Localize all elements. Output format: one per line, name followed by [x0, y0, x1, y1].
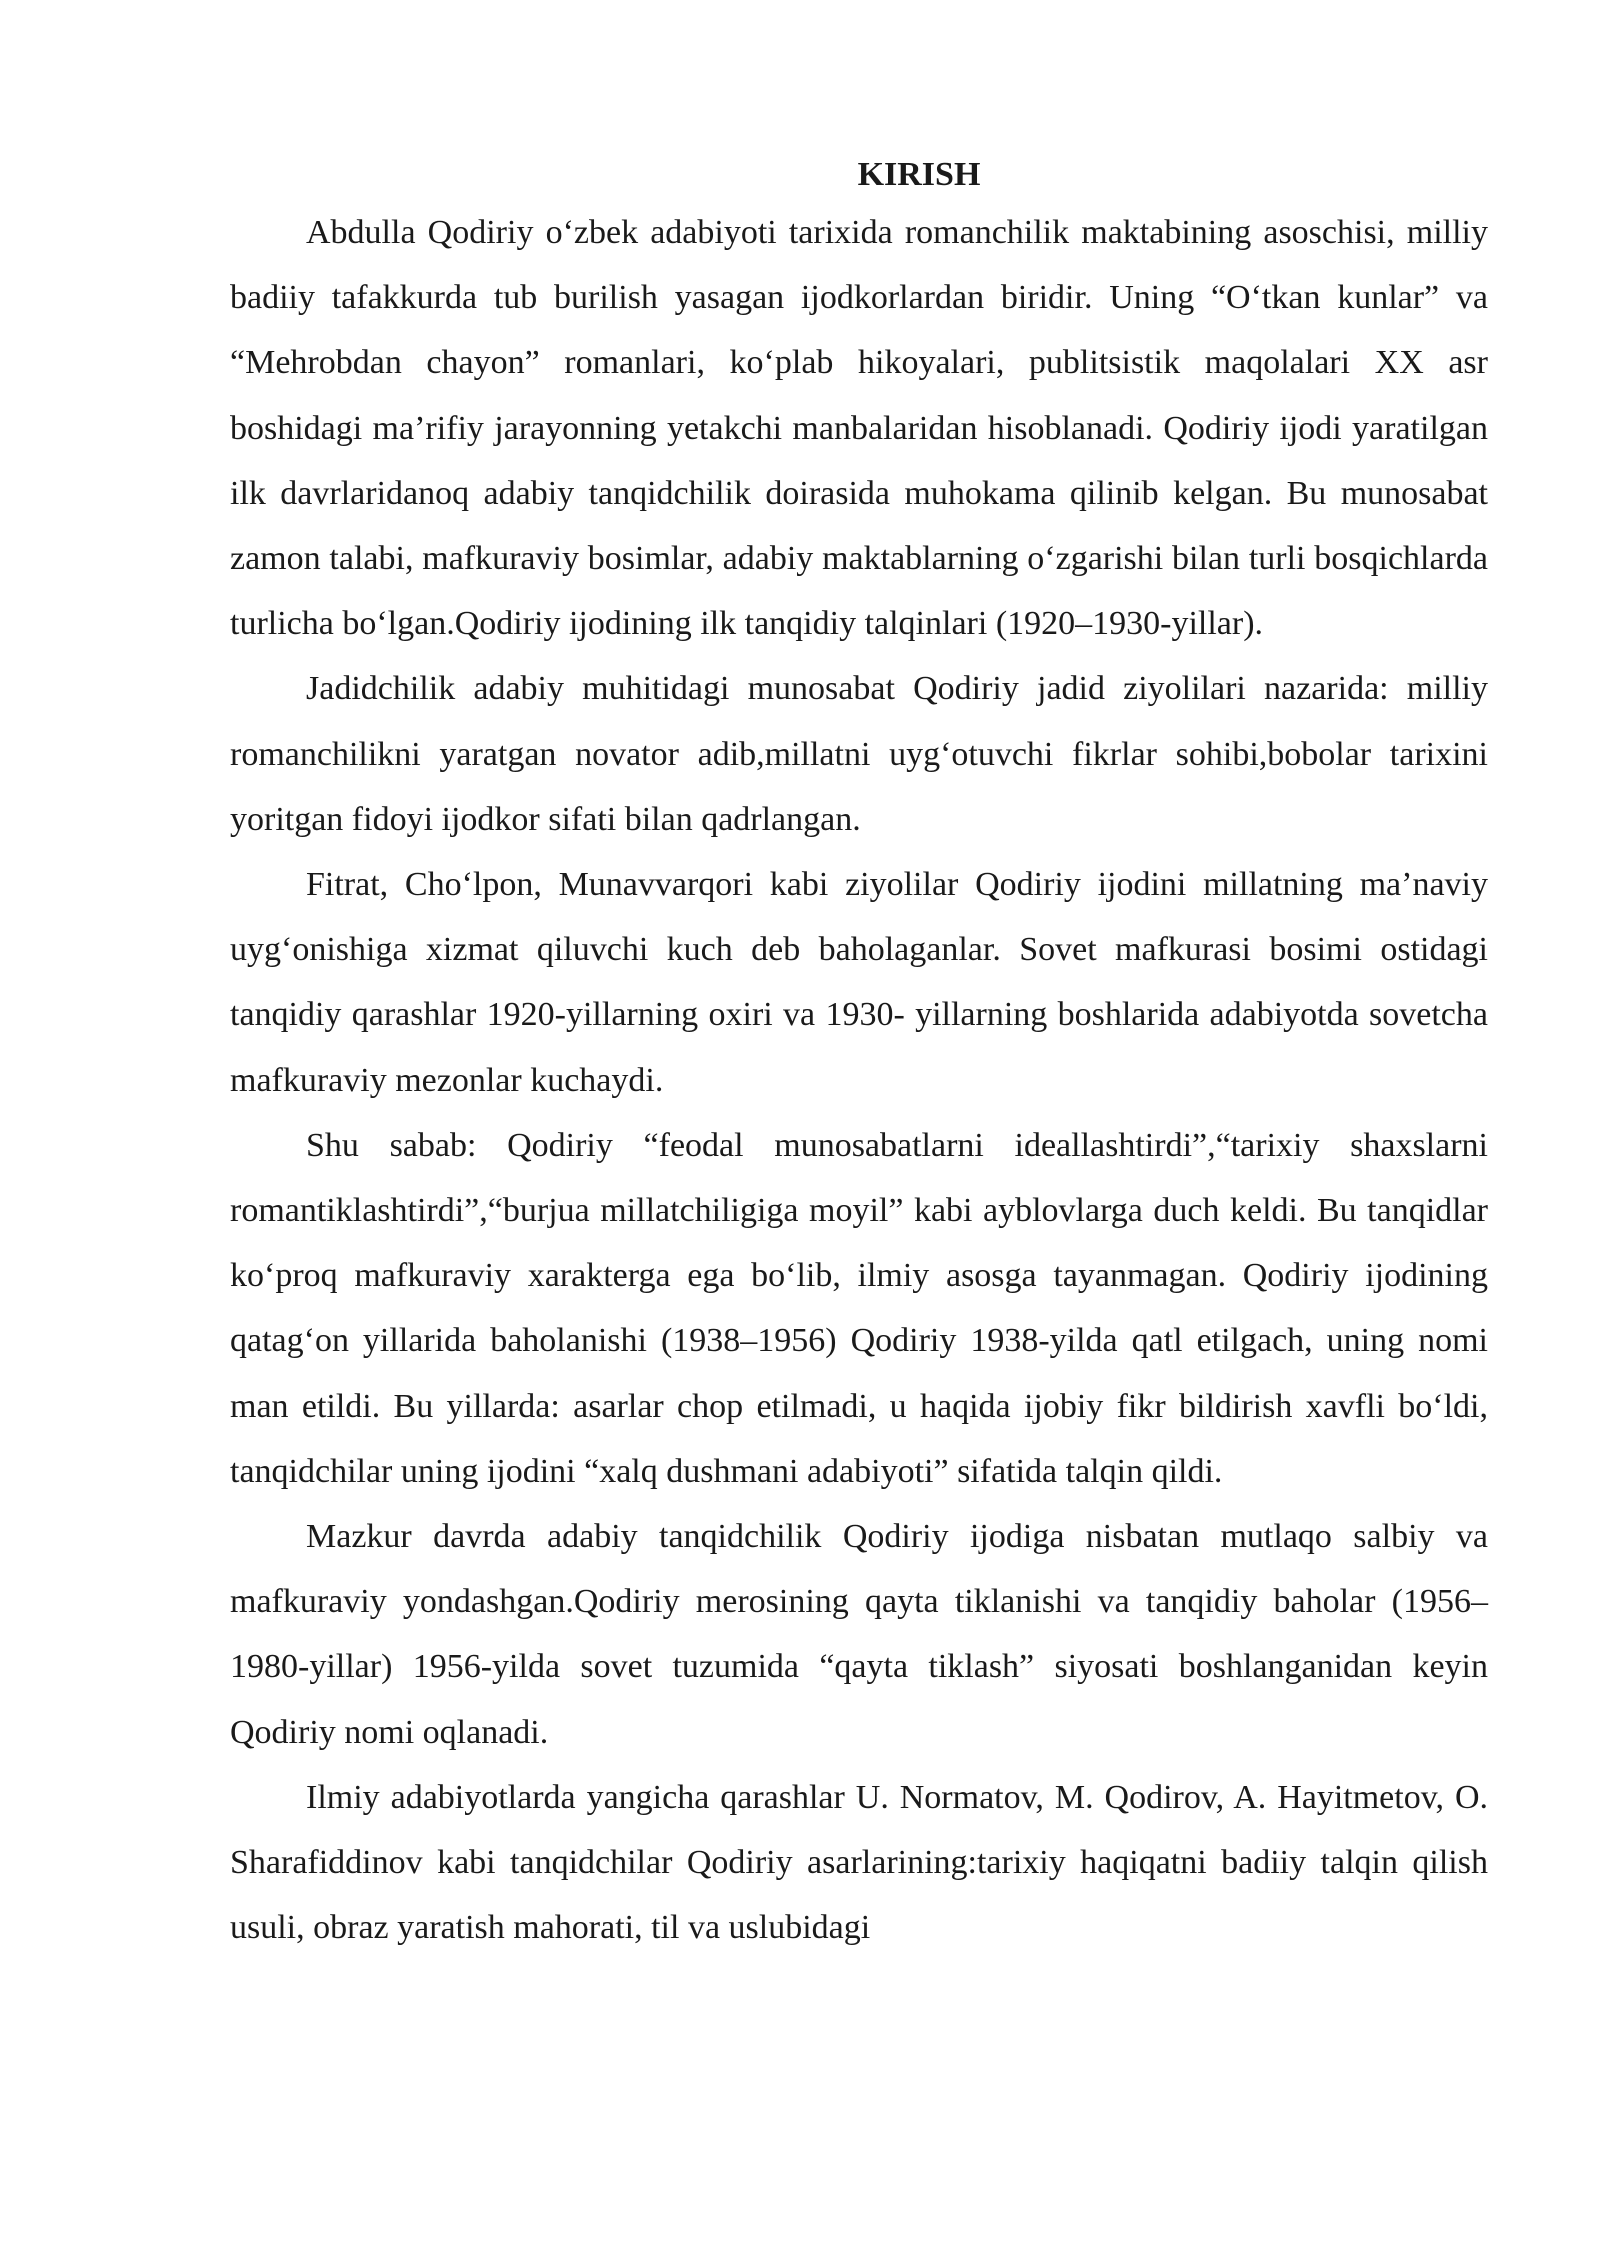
- paragraph: Ilmiy adabiyotlarda yangicha qarashlar U. Normatov, M. Qodirov, A. Hayitmetov, O. Sharafiddinov kabi tanqidchilar Qodiriy asarlarining:tarixiy haqiqatni badiiy talqin qilish usuli, obraz yaratish mahorati, til va uslubidagi: [230, 1778, 1488, 1947]
- paragraph: Jadidchilik adabiy muhitidagi munosabat Qodiriy jadid ziyolilari nazarida: milliy romanchilikni yaratgan novator adib,millatni uyg‘otuvchi fikrlar sohibi,bobolar tarixini yoritgan fidoyi ijodkor sifati bilan qadrlangan.: [230, 670, 1488, 838]
- paragraph: Fitrat, Cho‘lpon, Munavvarqori kabi ziyolilar Qodiriy ijodini millatning ma’naviy uyg‘onishiga xizmat qiluvchi kuch deb baholaganlar. Sovet mafkurasi bosimi ostidagi tanqidiy qarashlar 1920-yillarning oxiri va 1930- yillarning boshlarida adabiyotda sovetcha mafkuraviy mezonlar kuchaydi.: [230, 866, 1488, 1099]
- paragraph: Mazkur davrda adabiy tanqidchilik Qodiriy ijodiga nisbatan mutlaqo salbiy va mafkuraviy yondashgan.Qodiriy merosining qayta tiklanishi va tanqidiy baholar (1956– 1980-yillar) 1956-yilda sovet tuzumida “qayta tiklash” siyosati boshlanganidan keyin Qodiriy nomi oqlanadi.: [230, 1518, 1488, 1751]
- paragraph: Abdulla Qodiriy o‘zbek adabiyoti tarixida romanchilik maktabining asoschisi, milliy badiiy tafakkurda tub burilish yasagan ijodkorlardan biridir. Uning “O‘tkan kunlar” va “Mehrobdan chayon” romanlari, ko‘plab hikoyalari, publitsistik maqolalari XX asr boshidagi ma’rifiy jarayonning yetakchi manbalaridan hisoblanadi. Qodiriy ijodi yaratilgan ilk davrlaridanoq adabiy tanqidchilik doirasida muhokama qilinib kelgan. Bu munosabat zamon talabi, mafkuraviy bosimlar, adabiy maktablarning o‘zgarishi bilan turli bosqichlarda turlicha bo‘lgan.Qodiriy ijodining ilk tanqidiy talqinlari (1920–1930-yillar).: [230, 214, 1488, 643]
- paragraph: Shu sabab: Qodiriy “feodal munosabatlarni ideallashtirdi”,“tarixiy shaxslarni romantiklashtirdi”,“burjua millatchiligiga moyil” kabi ayblovlarga duch keldi. Bu tanqidlar ko‘proq mafkuraviy xarakterga ega bo‘lib, ilmiy asosga tayanmagan. Qodiriy ijodining qatag‘on yillarida baholanishi (1938–1956) Qodiriy 1938-yilda qatl etilgach, uning nomi man etildi. Bu yillarda: asarlar chop etilmadi, u haqida ijobiy fikr bildirish xavfli bo‘ldi, tanqidchilar uning ijodini “xalq dushmani adabiyoti” sifatida talqin qildi.: [230, 1126, 1488, 1490]
- section-heading: KIRISH: [857, 156, 981, 193]
- document-page: [230, 150, 1488, 1960]
